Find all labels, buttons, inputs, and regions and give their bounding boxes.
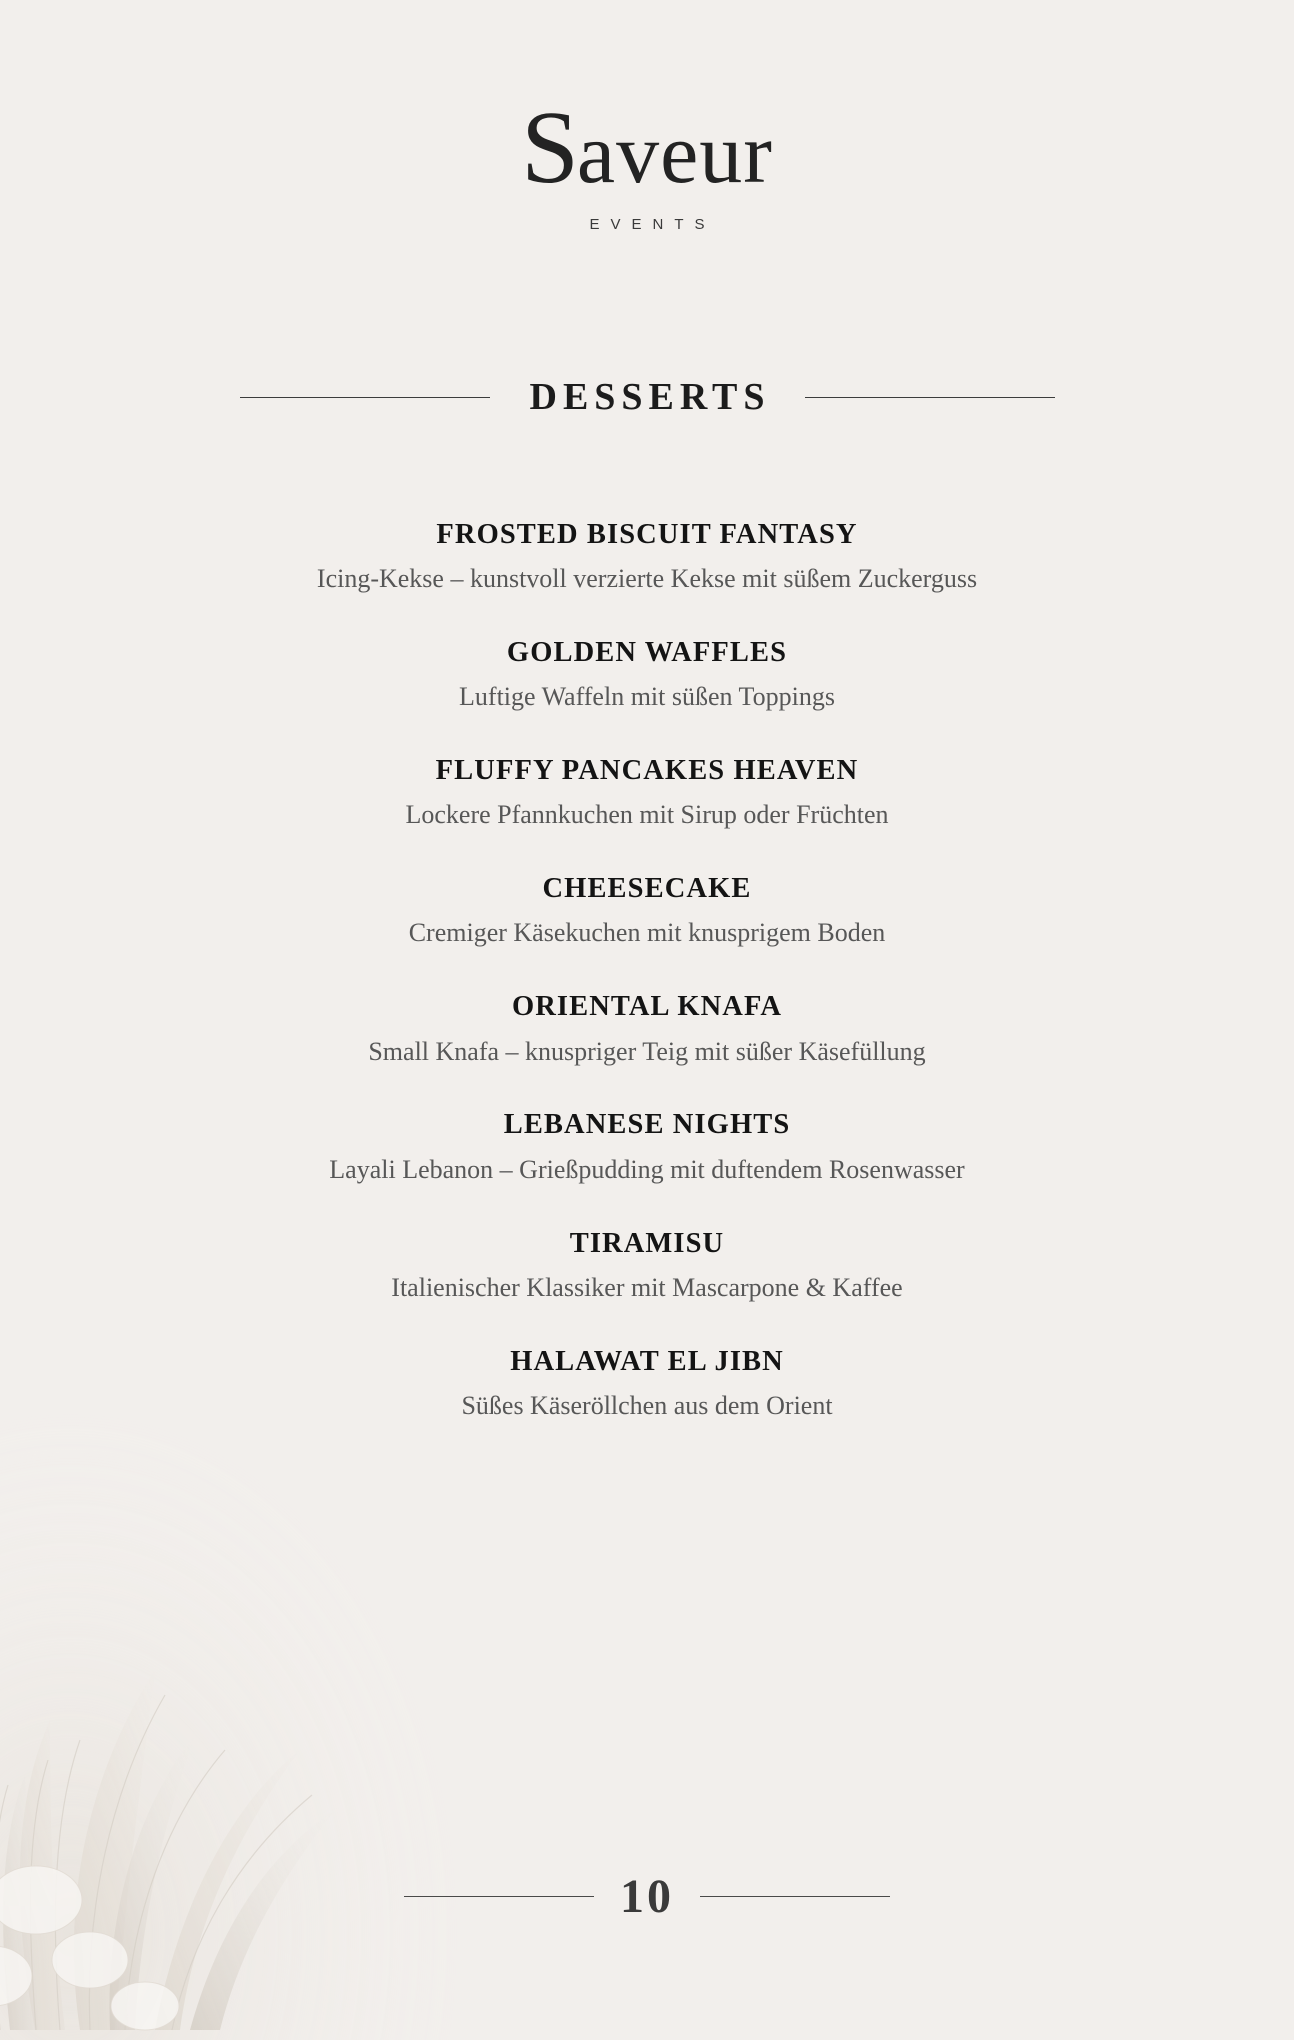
menu-item-name: ORIENTAL KNAFA [511, 991, 783, 1023]
footer-divider-left [404, 1896, 594, 1898]
menu-item [120, 636, 1174, 716]
menu-item [120, 1227, 1174, 1307]
brand-name-rest: aveur [576, 105, 773, 201]
menu-item-description: Lockere Pfannkuchen mit Sirup oder Früchten [405, 800, 889, 830]
brand-name [0, 90, 1294, 205]
menu-list [120, 518, 1174, 1425]
menu-item [120, 872, 1174, 952]
brand-name-initial: S [521, 90, 577, 205]
section-header [0, 375, 1294, 419]
menu-item-name: FLUFFY PANCAKES HEAVEN [435, 755, 859, 787]
menu-item-name: GOLDEN WAFFLES [506, 637, 788, 669]
menu-item-name: TIRAMISU [569, 1227, 725, 1259]
divider-left [240, 397, 490, 398]
brand-logo [0, 90, 1294, 233]
menu-item-description: Süßes Käseröllchen aus dem Orient [461, 1390, 833, 1420]
menu-item [120, 754, 1174, 834]
menu-item-description: Luftige Waffeln mit süßen Toppings [459, 682, 835, 712]
section-title: DESSERTS [529, 376, 771, 418]
menu-item [120, 990, 1174, 1070]
menu-item [120, 1108, 1174, 1188]
menu-item-name: FROSTED BISCUIT FANTASY [436, 519, 858, 550]
menu-item-description: Italienischer Klassiker mit Mascarpone & Kaffee [391, 1272, 903, 1302]
menu-item-description: Cremiger Käsekuchen mit knusprigem Boden [408, 918, 886, 948]
menu-item-name: CHEESECAKE [542, 873, 752, 905]
menu-item-name: HALAWAT EL JIBN [510, 1345, 784, 1377]
page-number: 10 [620, 1870, 674, 1923]
menu-item-description: Layali Lebanon – Grießpudding mit duftendem Rosenwasser [329, 1154, 965, 1184]
menu-item-description: Icing-Kekse – kunstvoll verzierte Kekse mit süßem Zuckerguss [316, 564, 978, 594]
brand-subtitle: EVENTS [589, 216, 716, 233]
menu-item-name: LEBANESE NIGHTS [503, 1109, 791, 1141]
menu-item-description: Small Knafa – knuspriger Teig mit süßer Käsefüllung [368, 1036, 926, 1066]
menu-item [120, 518, 1174, 598]
menu-item [120, 1345, 1174, 1425]
footer-divider-right [700, 1896, 890, 1898]
divider-right [805, 397, 1055, 398]
page-footer [0, 1869, 1294, 1924]
